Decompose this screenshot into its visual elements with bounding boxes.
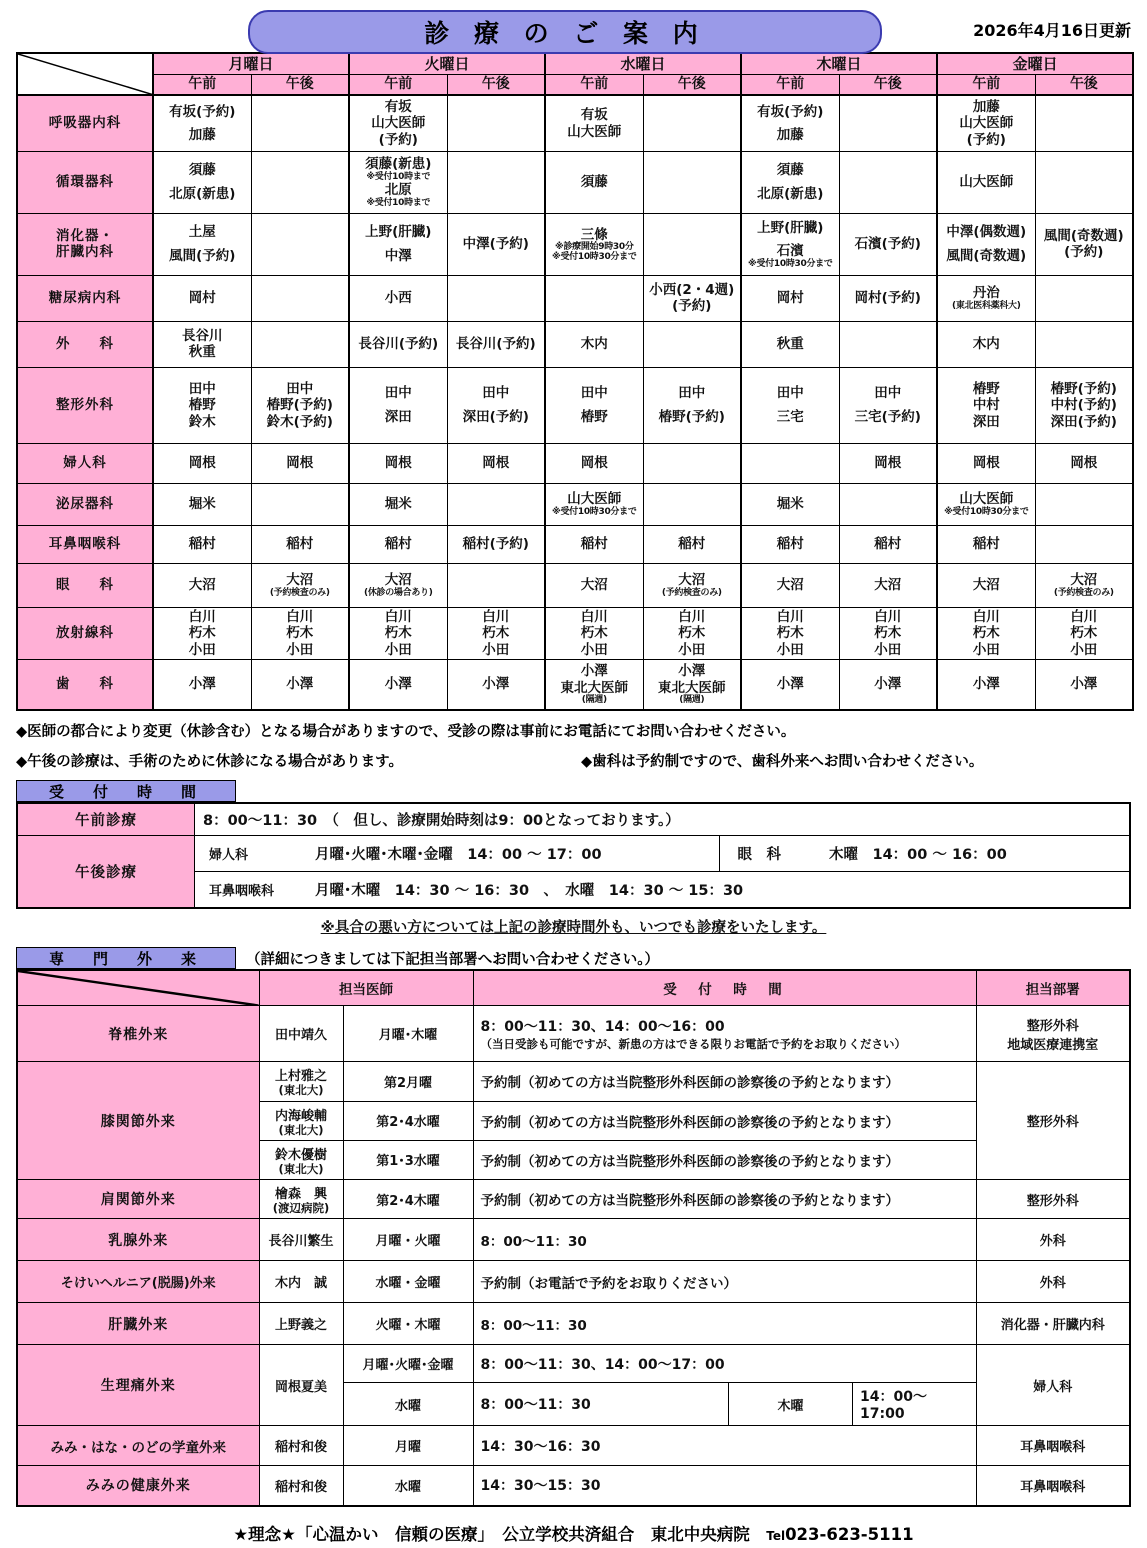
specialty-days: 月曜･木曜 [343,1006,473,1062]
schedule-cell: 大沼 [153,563,251,607]
schedule-cell: 大沼 (休診の場合あり) [349,563,447,607]
specialty-doctor: 稲村和俊 [259,1426,343,1466]
schedule-cell [447,151,545,213]
specialty-clinic: みみの健康外来 [17,1466,259,1506]
period-header-4-1: 午後 [1035,75,1133,96]
schedule-row [17,95,1133,151]
schedule-cell [251,483,349,525]
schedule-cell [545,275,643,321]
schedule-row [17,443,1133,483]
dept-label: 婦人科 [17,443,153,483]
schedule-row [17,275,1133,321]
afternoon-value-cell [195,835,1131,908]
day-header-2: 水曜日 [545,53,741,75]
schedule-cell [251,95,349,151]
schedule-cell: 堀米 [153,483,251,525]
schedule-cell [447,275,545,321]
schedule-cell: 丹治 (東北医科薬科大) [937,275,1035,321]
specialty-time: 8：00〜11：30 [473,1303,976,1345]
specialty-doctor: 田中靖久 [259,1006,343,1062]
specialty-department: 外科 [976,1219,1130,1261]
specialty-time-cell [473,1383,976,1426]
specialty-department: 整形外科 [976,1062,1130,1180]
schedule-cell: 小澤 [1035,660,1133,710]
afternoon-days-1: 月曜･火曜･木曜･金曜 14：00 〜 17：00 [315,836,719,872]
specialty-clinic: 肩関節外来 [17,1179,259,1218]
period-header-3-0: 午前 [741,75,839,96]
schedule-cell: 白川 朽木 小田 [447,607,545,659]
schedule-cell: 椿野(予約) 中村(予約) 深田(予約) [1035,367,1133,443]
schedule-cell: 大沼 [937,563,1035,607]
schedule-cell: 田中 椿野 鈴木 [153,367,251,443]
schedule-cell: 上野(肝臓) 石濱 ※受付10時30分まで [741,213,839,275]
schedule-cell: 大沼 (予約検査のみ) [643,563,741,607]
specialty-outpatient-table [16,969,1131,1507]
specialty-row [17,1261,1130,1303]
schedule-row [17,660,1133,710]
specialty-doctor: 鈴木優樹 (東北大) [259,1140,343,1179]
schedule-row [17,607,1133,659]
dept-label: 放射線科 [17,607,153,659]
specialty-department: 外科 [976,1261,1130,1303]
specialty-time: 8：00〜11：30、14：00〜17：00 [473,1345,976,1383]
schedule-cell: 小澤 [937,660,1035,710]
schedule-cell: 田中 椿野(予約) [643,367,741,443]
schedule-cell: 稲村 [741,525,839,563]
specialty-row [17,1062,1130,1101]
schedule-cell: 白川 朽木 小田 [349,607,447,659]
schedule-cell: 岡村(予約) [839,275,937,321]
schedule-cell: 小澤 [251,660,349,710]
schedule-cell: 小西(2・4週) (予約) [643,275,741,321]
specialty-doctor: 檜森 興 (渡辺病院) [259,1179,343,1218]
specialty-time: 予約制（初めての方は当院整形外科医師の診察後の予約となります） [473,1140,976,1179]
specialty-header-row [17,970,1130,1006]
schedule-cell: 小澤 [349,660,447,710]
specialty-days: 水曜 [343,1383,473,1426]
footer-text: ★理念★「心温かい 信頼の医療」 公立学校共済組合 東北中央病院 [233,1524,767,1544]
schedule-cell: 白川 朽木 小田 [839,607,937,659]
schedule-cell: 田中 深田 [349,367,447,443]
schedule-cell: 白川 朽木 小田 [545,607,643,659]
schedule-cell [1035,525,1133,563]
schedule-cell [251,275,349,321]
dept-label: 呼吸器内科 [17,95,153,151]
schedule-cell: 大沼 [741,563,839,607]
specialty-clinic: 脊椎外来 [17,1006,259,1062]
diagonal-line-icon [18,54,152,94]
schedule-cell [839,321,937,367]
schedule-notes [16,720,1131,771]
schedule-cell [741,443,839,483]
period-header-1-0: 午前 [349,75,447,96]
specialty-subtitle: （詳細につきましては下記担当部署へお問い合わせください。） [246,951,659,968]
afternoon-label: 午後診療 [17,835,195,908]
schedule-cell: 須藤 北原(新患) [153,151,251,213]
specialty-time: 14：30〜16：30 [473,1426,976,1466]
schedule-cell [839,483,937,525]
schedule-cell: 岡根 [349,443,447,483]
dept-label: 整形外科 [17,367,153,443]
schedule-cell: 田中 三宅 [741,367,839,443]
schedule-cell: 稲村 [839,525,937,563]
schedule-cell: 三條 ※診療開始9時30分 ※受付10時30分まで [545,213,643,275]
specialty-clinic: 乳腺外来 [17,1219,259,1261]
specialty-time: 予約制（初めての方は当院整形外科医師の診察後の予約となります） [473,1101,976,1140]
afternoon-days-3: 月曜･木曜 14：30 〜 16：30 、 水曜 14：30 〜 15：30 [315,882,744,899]
update-date: 2026年4月16日更新 [973,21,1131,40]
specialty-doctor: 内海峻輔 (東北大) [259,1101,343,1140]
schedule-cell [1035,321,1133,367]
afternoon-dept-1: 婦人科 [209,847,249,863]
schedule-body [17,95,1133,709]
diagonal-line-icon [18,971,259,1006]
period-header-4-0: 午前 [937,75,1035,96]
schedule-cell: 白川 朽木 小田 [741,607,839,659]
specialty-doctor: 稲村和俊 [259,1466,343,1506]
specialty-body [17,970,1130,1506]
specialty-days: 火曜・木曜 [343,1303,473,1345]
schedule-cell: 秋重 [741,321,839,367]
schedule-cell: 白川 朽木 小田 [937,607,1035,659]
note-line-2a: ◆午後の診療は、手術のために休診になる場合があります。 [16,753,403,770]
schedule-cell: 小澤 [839,660,937,710]
schedule-row [17,321,1133,367]
schedule-cell: 岡根 [447,443,545,483]
period-header-0-0: 午前 [153,75,251,96]
specialty-days: 月曜･火曜･金曜 [343,1345,473,1383]
schedule-cell [643,483,741,525]
period-header-1-1: 午後 [447,75,545,96]
note-line-2 [16,750,1131,771]
schedule-cell: 山大医師 ※受付10時30分まで [545,483,643,525]
reception-footnote-text: ※具合の悪い方については上記の診療時間外も、いつでも診療をいたします。 [320,919,827,936]
afternoon-row-1 [195,836,1129,872]
specialty-doctor: 長谷川繁生 [259,1219,343,1261]
specialty-row [17,1345,1130,1383]
schedule-cell: 小澤 [447,660,545,710]
schedule-cell: 岡村 [741,275,839,321]
schedule-row [17,367,1133,443]
day-header-1: 火曜日 [349,53,545,75]
schedule-cell: 田中 深田(予約) [447,367,545,443]
morning-value: 8：00〜11：30 （ 但し、診療開始時刻は9：00となっております。） [195,803,1131,836]
specialty-doctor: 上村雅之 (東北大) [259,1062,343,1101]
specialty-row [17,1303,1130,1345]
note-line-2b: ◆歯科は予約制ですので、歯科外来へお問い合わせください。 [581,753,984,770]
schedule-cell: 小澤 東北大医師 (隔週) [545,660,643,710]
specialty-department: 耳鼻咽喉科 [976,1426,1130,1466]
schedule-cell: 有坂(予約) 加藤 [153,95,251,151]
schedule-cell: 小西 [349,275,447,321]
schedule-cell: 稲村 [545,525,643,563]
period-header-0-1: 午後 [251,75,349,96]
schedule-row [17,151,1133,213]
schedule-cell: 小澤 [153,660,251,710]
schedule-cell [1035,275,1133,321]
schedule-cell: 大沼 (予約検査のみ) [1035,563,1133,607]
schedule-cell: 須藤 北原(新患) [741,151,839,213]
dept-label: 泌尿器科 [17,483,153,525]
schedule-cell: 大沼 [839,563,937,607]
specialty-days: 第2･4水曜 [343,1101,473,1140]
schedule-cell: 木内 [545,321,643,367]
schedule-cell [447,483,545,525]
schedule-cell [643,213,741,275]
schedule-row [17,213,1133,275]
specialty-department-header: 担当部署 [976,970,1130,1006]
schedule-cell: 岡根 [1035,443,1133,483]
specialty-time: 14：30〜15：30 [473,1466,976,1506]
specialty-clinic: 生理痛外来 [17,1345,259,1426]
specialty-department: 整形外科 [976,1179,1130,1218]
specialty-department: 耳鼻咽喉科 [976,1466,1130,1506]
schedule-cell: 岡根 [839,443,937,483]
specialty-time: 予約制（初めての方は当院整形外科医師の診察後の予約となります） [473,1062,976,1101]
specialty-clinic: 膝関節外来 [17,1062,259,1180]
specialty-doctor: 上野義之 [259,1303,343,1345]
period-header-2-1: 午後 [643,75,741,96]
dept-label: 耳鼻咽喉科 [17,525,153,563]
schedule-cell [447,95,545,151]
reception-hours-table [16,802,1131,909]
afternoon-days-2: 木曜 14：00 〜 16：00 [829,846,1007,863]
weekly-schedule-table [16,52,1134,711]
schedule-header [17,53,1133,95]
specialty-days: 月曜 [343,1426,473,1466]
schedule-cell: 長谷川 秋重 [153,321,251,367]
schedule-cell: 岡根 [251,443,349,483]
schedule-cell: 稲村 [153,525,251,563]
schedule-cell: 大沼 (予約検査のみ) [251,563,349,607]
schedule-cell: 有坂(予約) 加藤 [741,95,839,151]
schedule-cell: 加藤 山大医師 (予約) [937,95,1035,151]
day-header-4: 金曜日 [937,53,1133,75]
specialty-department: 婦人科 [976,1345,1130,1426]
reception-title: 受 付 時 間 [16,780,236,802]
schedule-cell: 須藤(新患) ※受付10時まで 北原 ※受付10時まで [349,151,447,213]
page-header [16,0,1131,52]
schedule-cell: 中澤(予約) [447,213,545,275]
schedule-cell: 稲村 [251,525,349,563]
schedule-cell: 長谷川(予約) [349,321,447,367]
specialty-days: 月曜・火曜 [343,1219,473,1261]
specialty-doctor-header: 担当医師 [259,970,473,1006]
period-header-row [17,75,1133,96]
schedule-cell: 有坂 山大医師 [545,95,643,151]
specialty-time-a: 8：00〜11：30 [474,1383,729,1425]
schedule-cell: 岡根 [153,443,251,483]
schedule-row [17,525,1133,563]
specialty-days: 水曜 [343,1466,473,1506]
specialty-time: 8：00〜11：30、14：00〜16：00 （当日受診も可能ですが、新患の方はできる限りお電話で予約をお取りください） [473,1006,976,1062]
note-line-1: ◆医師の都合により変更（休診含む）となる場合がありますので、受診の際は事前にお電話にてお問い合わせください。 [16,723,796,740]
period-header-2-0: 午前 [545,75,643,96]
specialty-doctor: 岡根夏美 [259,1345,343,1426]
schedule-cell: 須藤 [545,151,643,213]
reception-afternoon-row [17,835,1130,908]
reception-morning-row [17,803,1130,836]
schedule-cell [643,151,741,213]
schedule-cell: 小澤 [741,660,839,710]
schedule-cell [839,95,937,151]
schedule-cell [1035,483,1133,525]
specialty-title: 専 門 外 来 [16,947,236,969]
schedule-cell: 白川 朽木 小田 [251,607,349,659]
schedule-cell: 土屋 風間(予約) [153,213,251,275]
schedule-cell [251,213,349,275]
schedule-cell: 田中 椿野 [545,367,643,443]
dept-label: 外 科 [17,321,153,367]
specialty-days-b: 木曜 [729,1383,853,1425]
afternoon-dept-2: 眼 科 [737,846,781,863]
specialty-time: 予約制（お電話で予約をお取りください） [473,1261,976,1303]
schedule-cell: 中澤(偶数週) 風間(奇数週) [937,213,1035,275]
tel-label: Tel [766,1528,786,1543]
schedule-cell: 岡根 [937,443,1035,483]
schedule-cell: 白川 朽木 小田 [153,607,251,659]
corner-cell [17,53,153,95]
schedule-cell: 岡根 [545,443,643,483]
schedule-cell: 有坂 山大医師 (予約) [349,95,447,151]
afternoon-detail-table [195,836,1129,907]
specialty-time-b: 14：00〜17:00 [860,1389,927,1423]
schedule-cell [251,321,349,367]
schedule-row [17,483,1133,525]
schedule-cell [1035,151,1133,213]
period-header-3-1: 午後 [839,75,937,96]
schedule-cell: 小澤 東北大医師 (隔週) [643,660,741,710]
specialty-row [17,1179,1130,1218]
schedule-cell: 稲村(予約) [447,525,545,563]
specialty-days: 第1･3水曜 [343,1140,473,1179]
schedule-row [17,563,1133,607]
dept-label: 歯 科 [17,660,153,710]
specialty-section-header [16,947,1131,969]
afternoon-dept-3: 耳鼻咽喉科 [209,883,275,899]
specialty-clinic: そけいヘルニア(脱腸)外来 [17,1261,259,1303]
specialty-clinic: みみ・はな・のどの学童外来 [17,1426,259,1466]
schedule-cell [447,563,545,607]
specialty-days: 水曜・金曜 [343,1261,473,1303]
reception-footnote [16,916,1131,937]
day-header-3: 木曜日 [741,53,937,75]
schedule-cell: 長谷川(予約) [447,321,545,367]
schedule-cell: 堀米 [741,483,839,525]
schedule-cell: 山大医師 ※受付10時30分まで [937,483,1035,525]
schedule-cell: 田中 椿野(予約) 鈴木(予約) [251,367,349,443]
specialty-corner-cell [17,970,259,1006]
schedule-cell [251,151,349,213]
schedule-cell: 風間(奇数週) (予約) [1035,213,1133,275]
schedule-cell: 大沼 [545,563,643,607]
specialty-time: 予約制（初めての方は当院整形外科医師の診察後の予約となります） [473,1179,976,1218]
schedule-cell: 山大医師 [937,151,1035,213]
specialty-row [17,1426,1130,1466]
schedule-cell [839,151,937,213]
schedule-cell [643,95,741,151]
specialty-days: 第2月曜 [343,1062,473,1101]
dept-label: 消化器・ 肝臓内科 [17,213,153,275]
morning-label: 午前診療 [17,803,195,836]
specialty-time-header: 受 付 時 間 [473,970,976,1006]
specialty-time: 8：00〜11：30 [473,1219,976,1261]
specialty-department: 消化器・肝臓内科 [976,1303,1130,1345]
schedule-cell: 木内 [937,321,1035,367]
schedule-cell: 石濱(予約) [839,213,937,275]
specialty-clinic: 肝臓外来 [17,1303,259,1345]
specialty-row [17,1006,1130,1062]
schedule-cell: 稲村 [349,525,447,563]
dept-label: 糖尿病内科 [17,275,153,321]
page-footer [16,1521,1131,1545]
schedule-cell: 稲村 [937,525,1035,563]
dept-label: 循環器科 [17,151,153,213]
schedule-cell [1035,95,1133,151]
reception-section-header [16,780,1131,802]
specialty-row [17,1466,1130,1506]
schedule-cell: 堀米 [349,483,447,525]
schedule-cell: 岡村 [153,275,251,321]
schedule-cell: 白川 朽木 小田 [643,607,741,659]
page-title: 診 療 の ご 案 内 [248,10,882,54]
schedule-cell [643,443,741,483]
specialty-row [17,1219,1130,1261]
schedule-cell [643,321,741,367]
schedule-cell: 田中 三宅(予約) [839,367,937,443]
specialty-days: 第2･4木曜 [343,1179,473,1218]
specialty-doctor: 木内 誠 [259,1261,343,1303]
schedule-cell: 白川 朽木 小田 [1035,607,1133,659]
day-header-0: 月曜日 [153,53,349,75]
schedule-cell: 上野(肝臓) 中澤 [349,213,447,275]
dept-label: 眼 科 [17,563,153,607]
schedule-cell: 稲村 [643,525,741,563]
specialty-department: 整形外科 地域医療連携室 [976,1006,1130,1062]
afternoon-row-2 [195,871,1129,907]
schedule-cell: 椿野 中村 深田 [937,367,1035,443]
tel-number: 023-623-5111 [785,1524,914,1544]
